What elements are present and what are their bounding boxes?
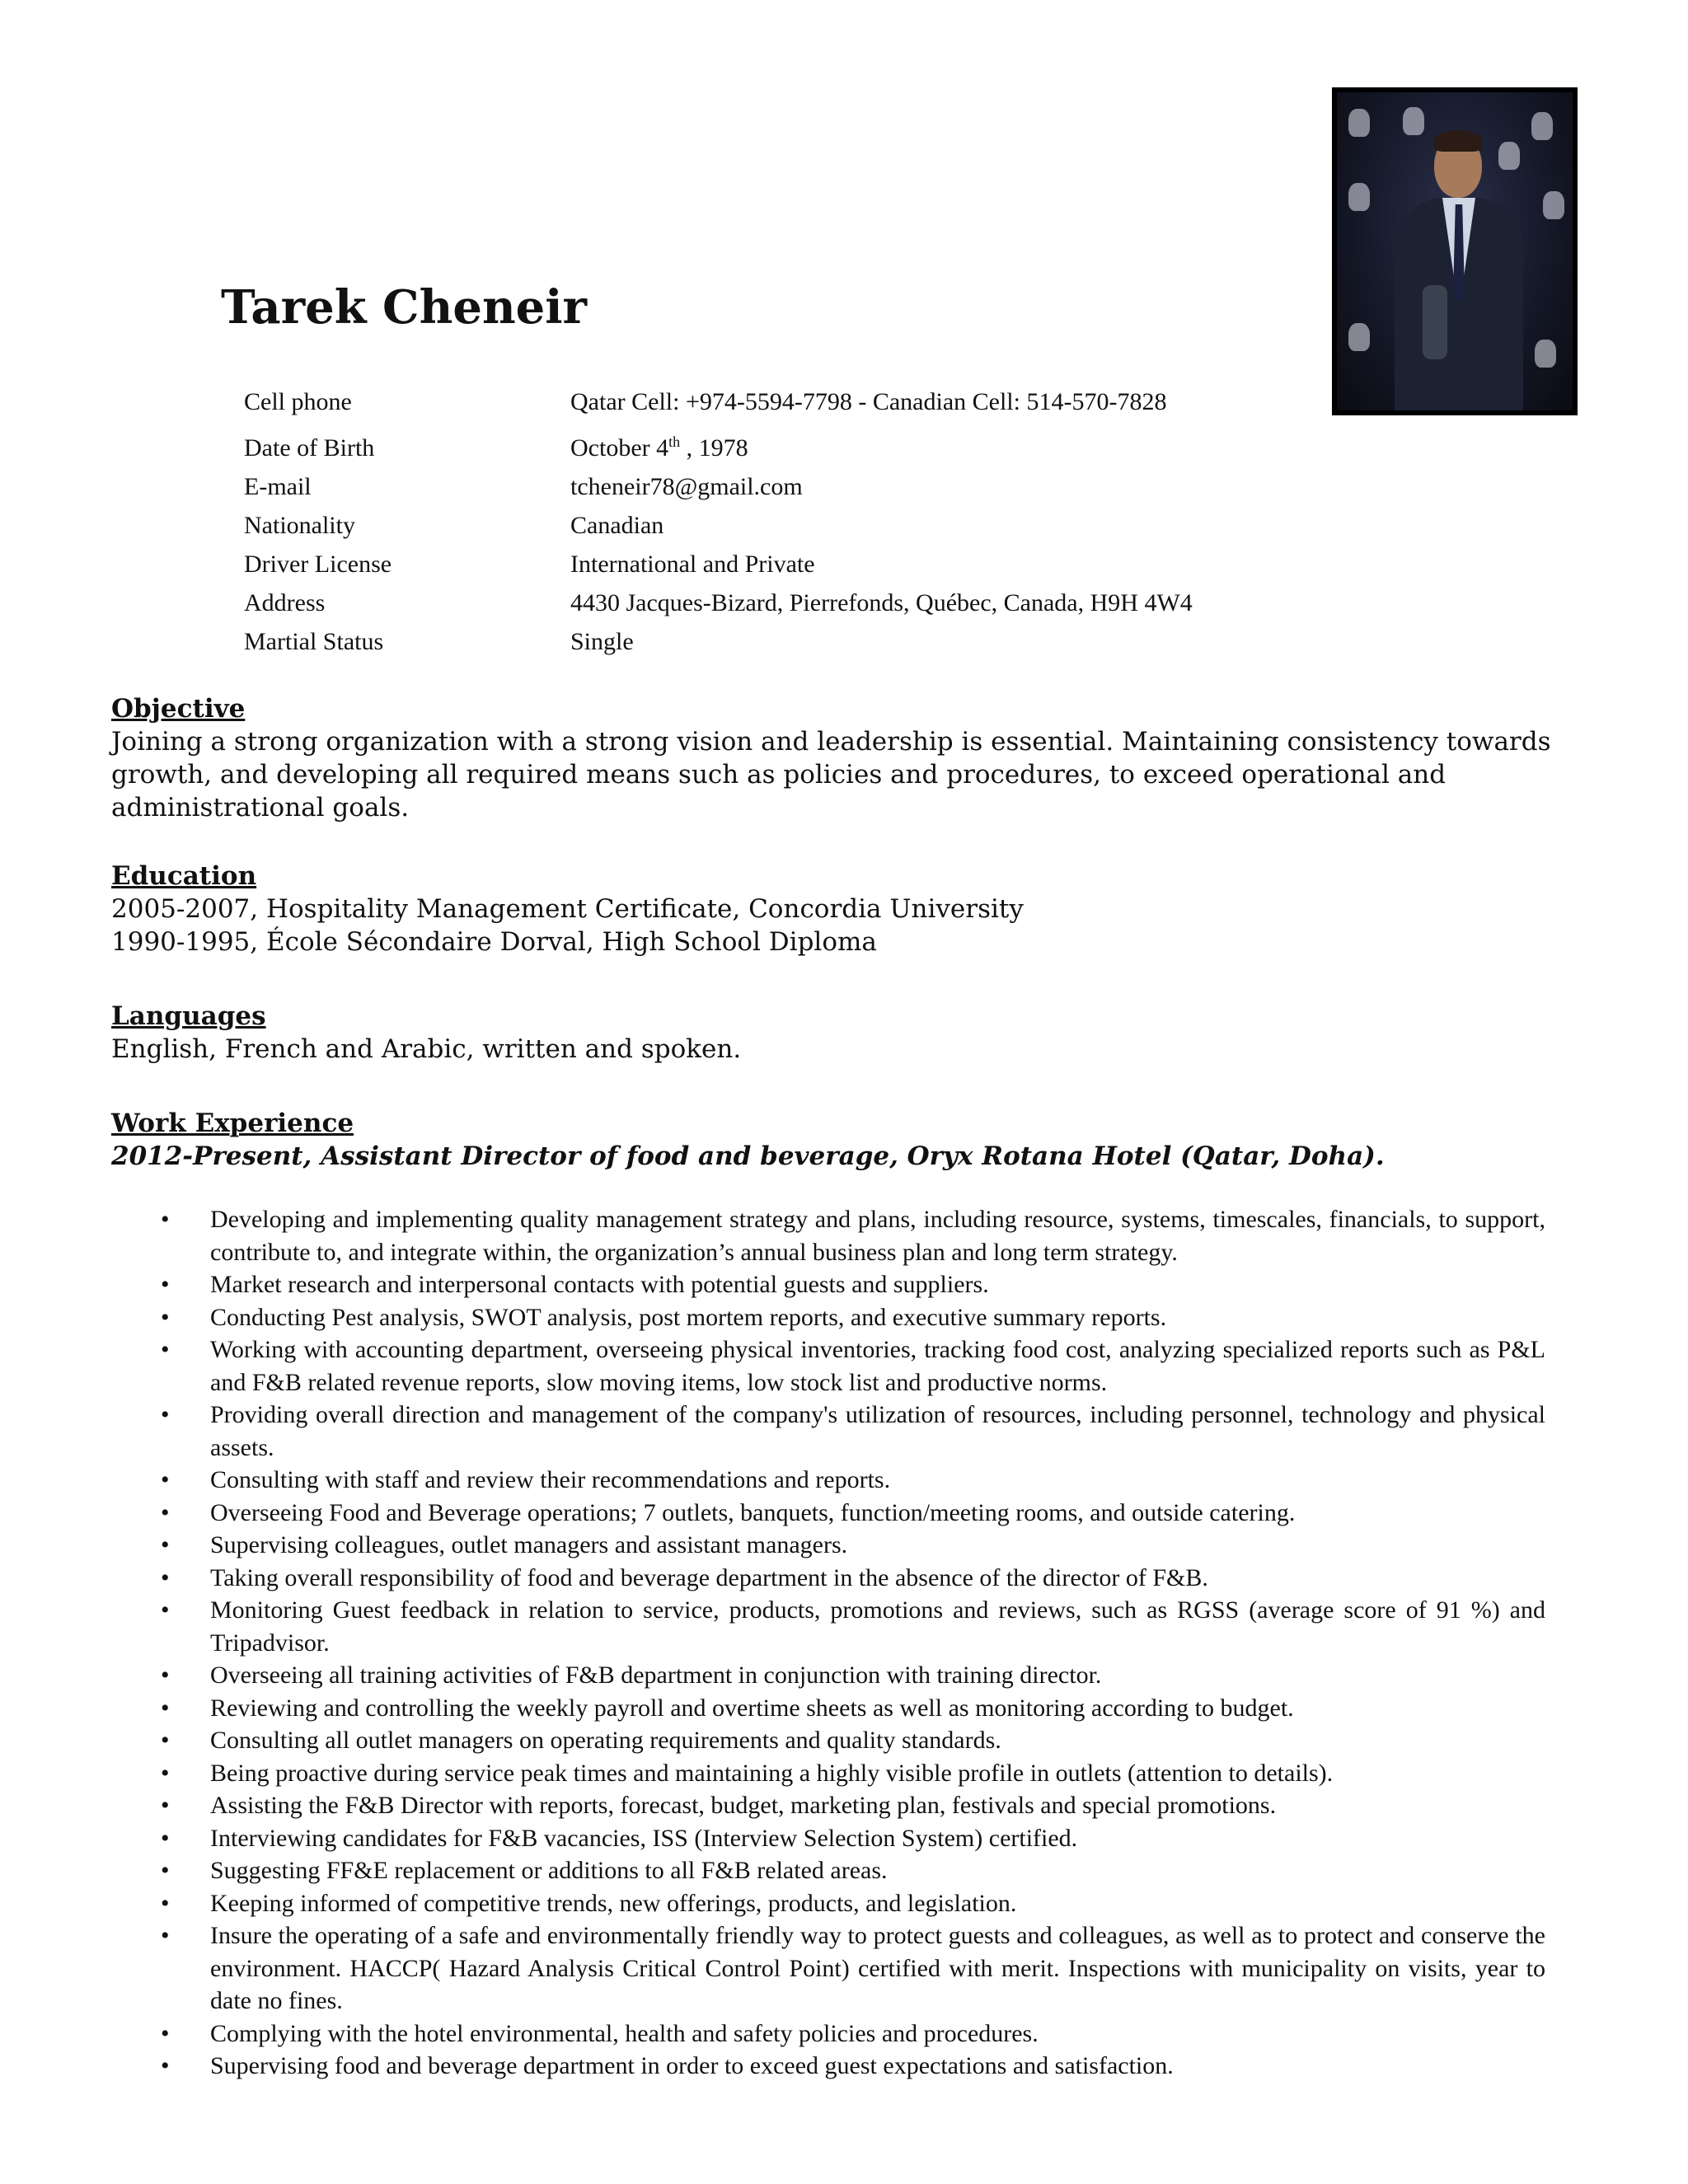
responsibility-item xyxy=(161,1919,1545,2018)
person-hair xyxy=(1434,130,1482,152)
dob-date: October 4 xyxy=(570,434,669,462)
responsibility-text: Developing and implementing quality management strategy and plans, including resource, systems, timescales, financials, to support, contribute to, and integrate within, the organization’s annual business plan and long term strategy. xyxy=(210,1206,1545,1266)
trophy xyxy=(1423,285,1447,359)
info-label: Cell phone xyxy=(244,388,352,415)
backdrop-logo xyxy=(1535,340,1556,368)
bullet-icon: • xyxy=(161,1694,170,1722)
responsibility-item xyxy=(161,1529,1545,1562)
responsibility-text: Being proactive during service peak times and maintaining a highly visible profile in outlets (attention to details). xyxy=(210,1759,1334,1787)
responsibility-text: Monitoring Guest feedback in relation to service, products, promotions and reviews, such as RGSS (average score of 91 %) and Tripadvisor. xyxy=(210,1596,1545,1657)
info-value xyxy=(570,429,748,467)
backdrop-logo xyxy=(1498,142,1520,170)
bullet-icon: • xyxy=(161,1824,170,1852)
info-label: Address xyxy=(244,589,326,616)
responsibility-item xyxy=(161,1333,1545,1399)
info-value: Single xyxy=(570,628,634,655)
info-value: Canadian xyxy=(570,512,664,539)
responsibility-item xyxy=(161,1301,1545,1334)
bullet-icon: • xyxy=(161,1498,170,1526)
bullet-icon: • xyxy=(161,1596,170,1624)
info-label: E-mail xyxy=(244,473,312,500)
backdrop-logo xyxy=(1348,109,1370,137)
bullet-icon: • xyxy=(161,2019,170,2047)
responsibility-text: Providing overall direction and management of the company's utilization of resources, including personnel, technology and physical assets. xyxy=(210,1401,1545,1461)
responsibility-text: Overseeing Food and Beverage operations; 7 outlets, banquets, function/meeting rooms, and outside catering. xyxy=(210,1498,1296,1526)
email-link[interactable]: tcheneir78@gmail.com xyxy=(570,473,803,500)
responsibility-item xyxy=(161,1822,1545,1855)
objective-line: growth, and developing all required means such as policies and procedures, to exceed operational and xyxy=(111,760,1447,790)
info-label: Nationality xyxy=(244,512,355,539)
info-label: Martial Status xyxy=(244,628,384,655)
info-value: Qatar Cell: +974-5594-7798 - Canadian Cell: 514-570-7828 xyxy=(570,388,1167,415)
responsibility-item xyxy=(161,1203,1545,1268)
responsibility-item xyxy=(161,1692,1545,1725)
responsibility-item xyxy=(161,1854,1545,1887)
bullet-icon: • xyxy=(161,1336,170,1363)
responsibility-text: Suggesting FF&E replacement or additions to all F&B related areas. xyxy=(210,1857,888,1884)
backdrop-logo xyxy=(1348,183,1370,211)
responsibility-item xyxy=(161,1724,1545,1757)
candidate-name: Tarek Cheneir xyxy=(221,280,588,335)
info-value: 4430 Jacques-Bizard, Pierrefonds, Québec, Canada, H9H 4W4 xyxy=(570,589,1193,616)
languages-text: English, French and Arabic, written and spoken. xyxy=(111,1034,742,1064)
responsibility-item xyxy=(161,1594,1545,1659)
responsibility-item xyxy=(161,1562,1545,1595)
backdrop-logo xyxy=(1403,107,1424,135)
responsibility-item xyxy=(161,1497,1545,1530)
education-section xyxy=(111,860,1024,958)
responsibility-text: Supervising food and beverage department in order to exceed guest expectations and satisfaction. xyxy=(210,2052,1174,2079)
bullet-icon: • xyxy=(161,1759,170,1787)
responsibility-text: Market research and interpersonal contacts with potential guests and suppliers. xyxy=(210,1271,989,1298)
info-value: International and Private xyxy=(570,551,815,578)
objective-section xyxy=(111,692,1551,824)
responsibility-item xyxy=(161,1464,1545,1497)
responsibility-text: Complying with the hotel environmental, health and safety policies and procedures. xyxy=(210,2019,1039,2047)
bullet-icon: • xyxy=(161,1661,170,1689)
responsibility-text: Taking overall responsibility of food and beverage department in the absence of the director of F&B. xyxy=(210,1563,1208,1591)
responsibility-text: Keeping informed of competitive trends, new offerings, products, and legislation. xyxy=(210,1889,1017,1917)
dob-ordinal: th xyxy=(668,434,681,450)
responsibility-item xyxy=(161,1268,1545,1301)
responsibility-item xyxy=(161,1399,1545,1464)
bullet-icon: • xyxy=(161,1889,170,1917)
responsibility-text: Interviewing candidates for F&B vacancies, ISS (Interview Selection System) certified. xyxy=(210,1824,1078,1852)
section-heading: Work Experience xyxy=(111,1108,354,1138)
education-entry: 1990-1995, École Sécondaire Dorval, High School Diploma xyxy=(111,927,877,957)
responsibility-item xyxy=(161,1887,1545,1920)
info-label: Date of Birth xyxy=(244,434,375,462)
responsibility-text: Consulting all outlet managers on operating requirements and quality standards. xyxy=(210,1727,1001,1754)
bullet-icon: • xyxy=(161,1206,170,1233)
responsibility-text: Assisting the F&B Director with reports, forecast, budget, marketing plan, festivals and special promotions. xyxy=(210,1792,1277,1819)
objective-line: administrational goals. xyxy=(111,793,410,823)
responsibility-text: Reviewing and controlling the weekly payroll and overtime sheets as well as monitoring according to budget. xyxy=(210,1694,1294,1722)
responsibility-text: Overseeing all training activities of F&B department in conjunction with training director. xyxy=(210,1661,1102,1689)
work-experience-section xyxy=(111,1107,1385,1173)
section-heading: Objective xyxy=(111,694,246,724)
responsibility-text: Working with accounting department, overseeing physical inventories, tracking food cost, analyzing specialized reports such as P&L and F&B related revenue reports, slow moving items, low stock list and productive norms. xyxy=(210,1336,1545,1396)
responsibility-item xyxy=(161,2018,1545,2050)
bullet-icon: • xyxy=(161,1271,170,1298)
backdrop-logo xyxy=(1348,323,1370,351)
bullet-icon: • xyxy=(161,1922,170,1949)
bullet-icon: • xyxy=(161,1401,170,1428)
bullet-icon: • xyxy=(161,1792,170,1819)
responsibility-item xyxy=(161,2050,1545,2083)
info-label: Driver License xyxy=(244,551,392,578)
section-heading: Languages xyxy=(111,1001,266,1031)
bullet-icon: • xyxy=(161,1857,170,1884)
responsibilities-list xyxy=(161,1203,1545,2083)
responsibility-text: Insure the operating of a safe and environmentally friendly way to protect guests and colleagues, as well as to protect and conserve the environment. HACCP( Hazard Analysis Critical Control Point) certified with merit. Inspections with municipality on visits, year to date no fines. xyxy=(210,1922,1545,2014)
dob-year: , 1978 xyxy=(680,434,748,462)
bullet-icon: • xyxy=(161,1531,170,1558)
languages-section xyxy=(111,1000,741,1066)
bullet-icon: • xyxy=(161,1563,170,1591)
bullet-icon: • xyxy=(161,1727,170,1754)
bullet-icon: • xyxy=(161,1466,170,1493)
backdrop-logo xyxy=(1543,191,1564,219)
responsibility-text: Conducting Pest analysis, SWOT analysis, post mortem reports, and executive summary reports. xyxy=(210,1303,1167,1331)
education-entry: 2005-2007, Hospitality Management Certificate, Concordia University xyxy=(111,894,1024,924)
responsibility-text: Supervising colleagues, outlet managers and assistant managers. xyxy=(210,1531,848,1558)
bullet-icon: • xyxy=(161,2052,170,2079)
job-title: 2012-Present, Assistant Director of food and beverage, Oryx Rotana Hotel (Qatar, Doha). xyxy=(111,1141,1385,1171)
responsibility-item xyxy=(161,1789,1545,1822)
profile-photo xyxy=(1332,87,1578,415)
responsibility-item xyxy=(161,1659,1545,1692)
responsibility-text: Consulting with staff and review their recommendations and reports. xyxy=(210,1466,891,1493)
backdrop-logo xyxy=(1531,112,1553,140)
photo-image xyxy=(1337,92,1573,410)
objective-line: Joining a strong organization with a strong vision and leadership is essential. Maintaining consistency towards xyxy=(111,727,1551,757)
bullet-icon: • xyxy=(161,1303,170,1331)
section-heading: Education xyxy=(111,861,257,891)
responsibility-item xyxy=(161,1757,1545,1790)
